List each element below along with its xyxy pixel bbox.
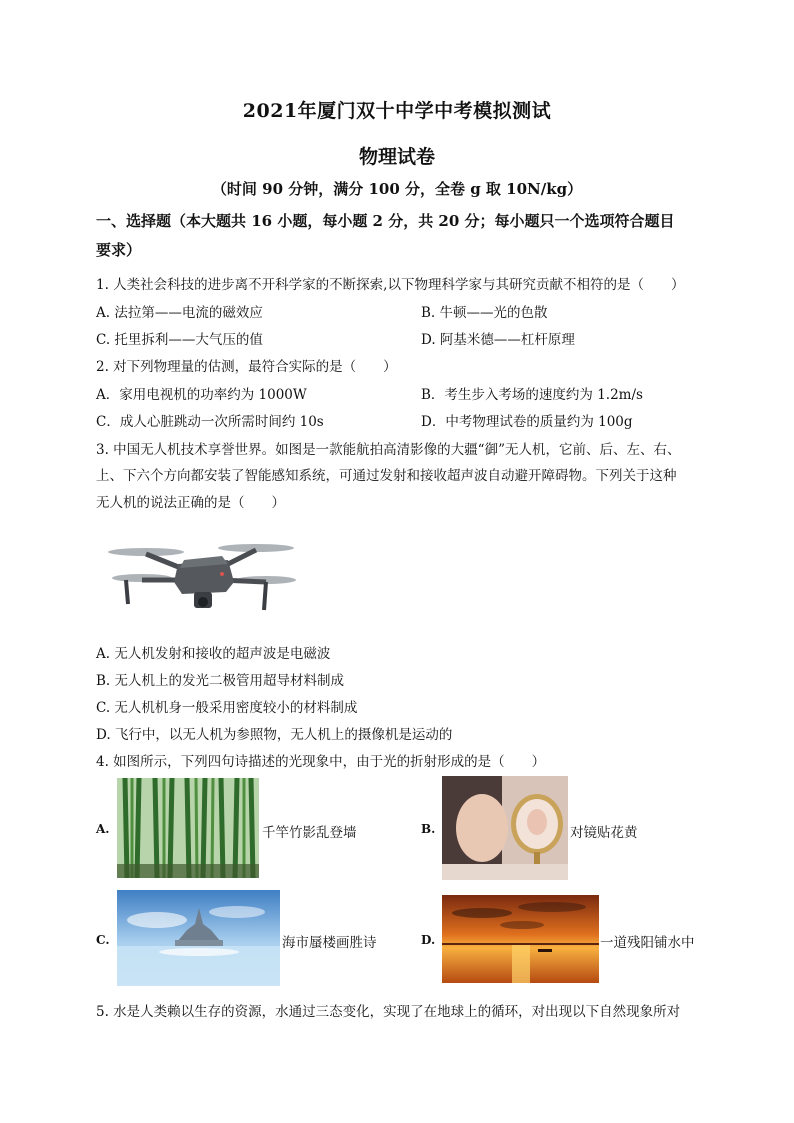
- q3-stem-line1: 3. 中国无人机技术享誉世界。如图是一款能航拍高清影像的大疆“御”无人机，它前、后、左、右、: [96, 442, 681, 458]
- q4-option-b-label: B.: [421, 822, 436, 836]
- q4-option-a-text: 千竿竹影乱登墙: [262, 825, 357, 841]
- q3-option-b: B. 无人机上的发光二极管用超导材料制成: [96, 673, 345, 689]
- q4-stem: 4. 如图所示，下列四句诗描述的光现象中，由于光的折射形成的是（ ）: [96, 754, 546, 770]
- q2-option-d: D．中考物理试卷的质量约为 100g: [421, 414, 633, 430]
- q3-stem-line2: 上、下六个方向都安装了智能感知系统，可通过发射和接收超声波自动避开障碍物。下列关于这种: [96, 468, 677, 484]
- sunset-image: [442, 895, 599, 983]
- q3-option-c: C. 无人机机身一般采用密度较小的材料制成: [96, 700, 358, 716]
- q3-option-d: D. 飞行中，以无人机为参照物，无人机上的摄像机是运动的: [96, 727, 453, 743]
- drone-image: [106, 530, 300, 620]
- mirage-image: [117, 890, 280, 986]
- q4-option-d-text: 一道残阳铺水中: [600, 935, 695, 951]
- section-heading: [96, 207, 706, 265]
- q4-option-a-label: A.: [96, 822, 110, 836]
- bamboo-image: [117, 778, 259, 878]
- q2-option-b: B．考生步入考场的速度约为 1.2m/s: [421, 387, 643, 403]
- q2-stem: 2. 对下列物理量的估测，最符合实际的是（ ）: [96, 359, 397, 375]
- q2-option-c: C．成人心脏跳动一次所需时间约 10s: [96, 414, 324, 430]
- q1-option-b: B. 牛顿——光的色散: [421, 305, 548, 321]
- q2-option-a: A．家用电视机的功率约为 1000W: [96, 387, 307, 403]
- q3-option-a: A. 无人机发射和接收的超声波是电磁波: [96, 646, 331, 662]
- q4-option-d-label: D.: [421, 933, 436, 947]
- q1-option-c: C. 托里拆利——大气压的值: [96, 332, 263, 348]
- section-heading-line1: 一、选择题（本大题共 16 小题，每小题 2 分，共 20 分；每小题只一个选项符合题目: [96, 212, 675, 230]
- q1-stem: 1. 人类社会科技的进步离不开科学家的不断探索,以下物理科学家与其研究贡献不相符的是（ ）: [96, 277, 685, 293]
- subject-title: 物理试卷: [358, 146, 435, 168]
- q1-option-d: D. 阿基米德——杠杆原理: [421, 332, 575, 348]
- exam-info: （时间 90 分钟，满分 100 分，全卷 g 取 10N/kg）: [211, 180, 583, 198]
- q4-option-c-text: 海市蜃楼画胜诗: [282, 935, 377, 951]
- q4-option-b-text: 对镜贴花黄: [570, 825, 638, 841]
- q4-option-c-label: C.: [96, 933, 110, 947]
- q3-stem-line3: 无人机的说法正确的是（ ）: [96, 495, 285, 511]
- mirror-image: [442, 776, 568, 880]
- q1-option-a: A. 法拉第——电流的磁效应: [96, 305, 263, 321]
- section-heading-line2: 要求）: [96, 241, 142, 259]
- exam-title: 2021年厦门双十中学中考模拟测试: [242, 100, 552, 122]
- q5-stem: 5. 水是人类赖以生存的资源，水通过三态变化，实现了在地球上的循环，对出现以下自然现象所对: [96, 1004, 681, 1020]
